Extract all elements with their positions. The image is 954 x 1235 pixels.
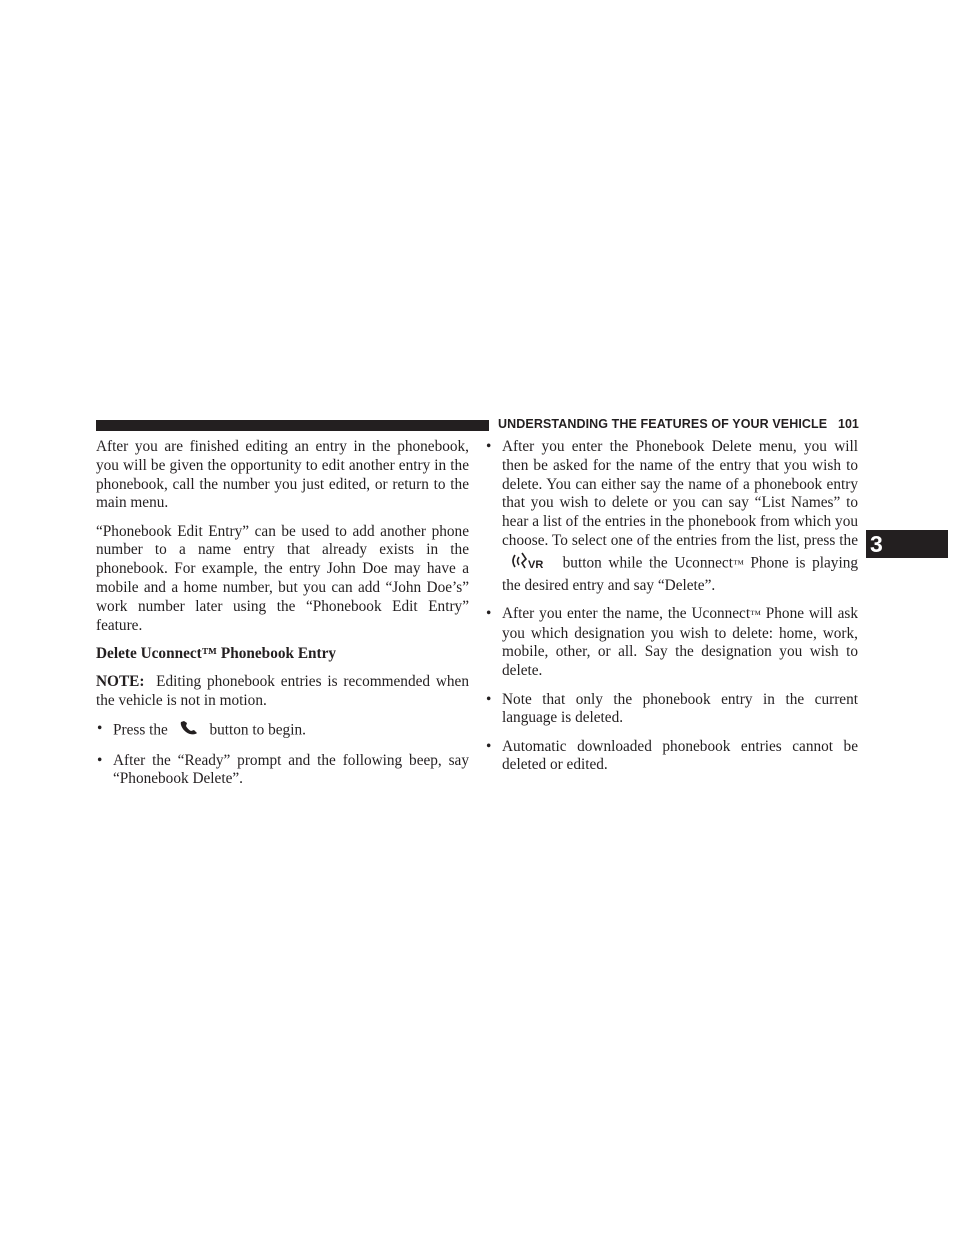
running-header-title: UNDERSTANDING THE FEATURES OF YOUR VEHICLE	[498, 417, 828, 431]
page-number: 101	[838, 417, 859, 431]
list-item: • Note that only the phonebook entry in the current language is deleted.	[486, 690, 858, 727]
voice-icon-label: VR	[528, 558, 544, 571]
section-heading: Delete Uconnect™ Phonebook Entry	[96, 644, 337, 662]
list-item: • Automatic downloaded phonebook entries cannot be deleted or edited.	[486, 737, 858, 774]
bullet-marker: •	[486, 438, 492, 455]
note-text: Editing phonebook entries is recommended when the vehicle is not in motion.	[96, 673, 469, 710]
note	[96, 673, 469, 711]
bullet-marker: •	[97, 720, 103, 738]
bullet-marker: •	[486, 737, 492, 755]
phone-icon	[178, 720, 200, 742]
right-bullet-list	[485, 438, 858, 775]
chapter-tab: 3	[866, 530, 948, 558]
left-column	[96, 438, 469, 799]
list-item: • After the “Ready” prompt and the following beep, say “Phonebook Delete”.	[97, 751, 469, 788]
bullet-marker: •	[486, 604, 492, 622]
list-item: • After you enter the Phonebook Delete menu, you will then be asked for the name of the entry that you wish to delete. You can either say the name of a phonebook entry that you wish to delete or you can say “List Names” to hear a list of the entries in the phonebook from which you choose. To select one of the entries from the list, press the VR button while the Uconnect™ Phone is playing the desired entry and say “Delete”.	[486, 438, 859, 594]
list-item: • Press the button to begin.	[96, 720, 469, 742]
paragraph-edit-complete: After you are finished editing an entry in the phonebook, you will be given the opportunity to edit another entry in the phonebook, call the number you just edited, or return to the main menu.	[96, 438, 469, 512]
header-rule	[96, 420, 489, 431]
bullet-marker: •	[97, 751, 103, 769]
list-item: • After you enter the name, the Uconnect™ Phone will ask you which designation you wish to delete: home, work, mobile, other, or all. Say the designation you wish to delete.	[486, 604, 858, 680]
bullet-marker: •	[486, 690, 492, 708]
left-bullet-list	[96, 720, 469, 789]
voice-recognition-icon	[510, 551, 548, 577]
right-column	[485, 438, 858, 785]
paragraph-edit-entry: “Phonebook Edit Entry” can be used to add another phone number to a name entry that already exists in the phonebook. For example, the entry John Doe may have a mobile and a home number, but you can add “John Doe’s” work number later using the “Phonebook Edit Entry” feature.	[96, 522, 469, 634]
note-label: NOTE:	[96, 673, 145, 691]
